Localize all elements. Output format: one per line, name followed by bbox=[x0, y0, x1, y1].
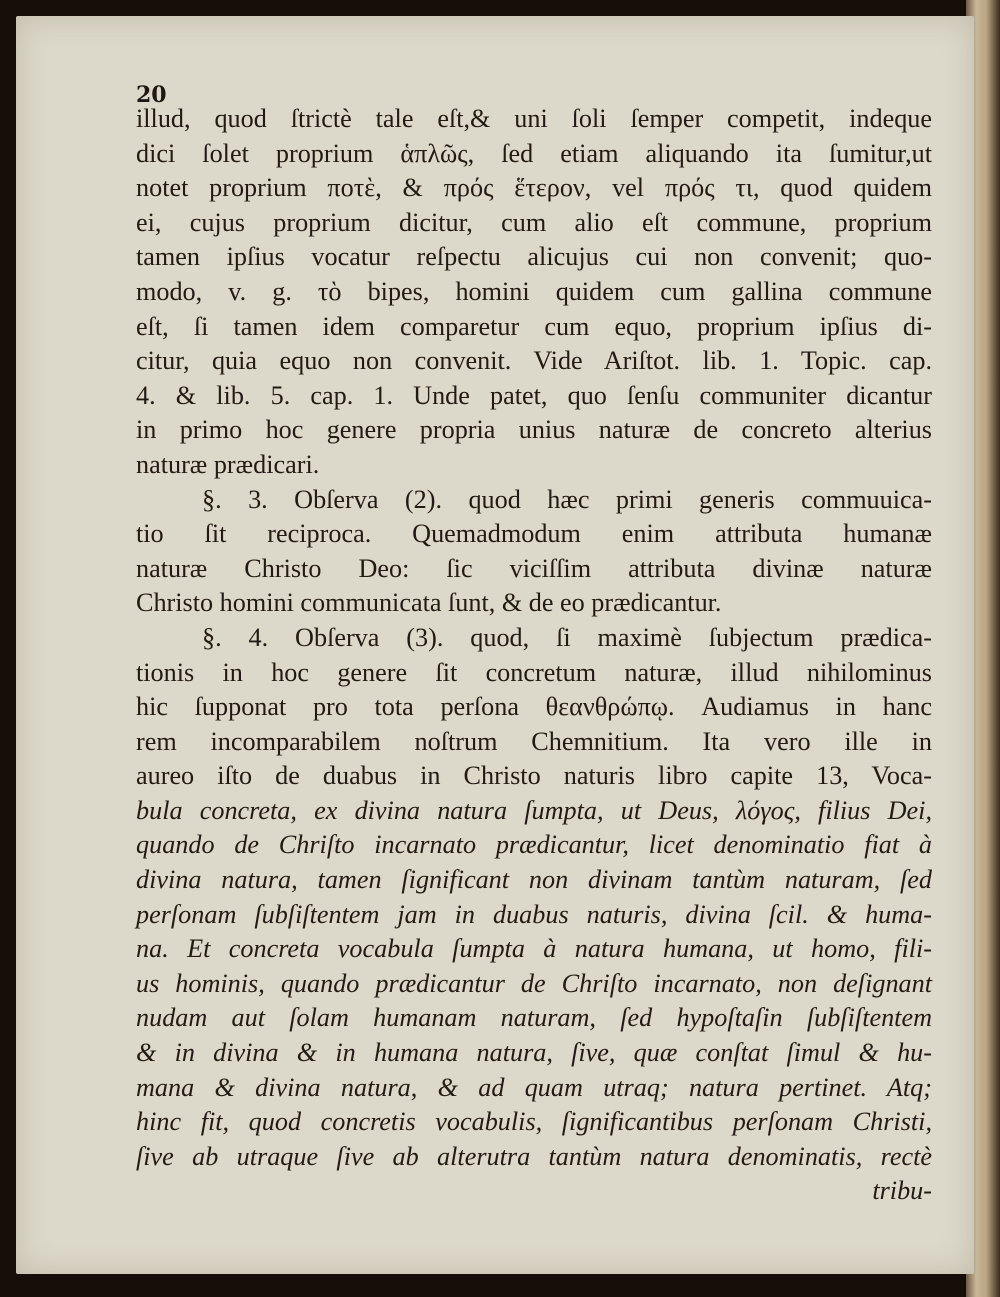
text-line: perſonam ſubſiſtentem jam in duabus naturis, divina ſcil. & huma- bbox=[136, 899, 932, 929]
text-line: modo, v. g. τὸ bipes, homini quidem cum gallina commune bbox=[136, 276, 932, 306]
text-line: nudam aut ſolam humanam naturam, ſed hypoſtaſin ſubſiſtentem bbox=[136, 1003, 932, 1033]
text-line: notet proprium ποτὲ, & πρός ἕτερον, vel πρός τι, quod quidem bbox=[136, 173, 932, 203]
text-line: ei, cujus proprium dicitur, cum alio eſt commune, proprium bbox=[136, 207, 932, 237]
text-line: citur, quia equo non convenit. Vide Ariſtot. lib. 1. Topic. cap. bbox=[136, 346, 932, 376]
text-line: dici ſolet proprium ἁπλῶς, ſed etiam aliquando ita ſumitur,ut bbox=[136, 138, 932, 168]
page-number: 20 bbox=[136, 82, 167, 108]
text-line: eſt, ſi tamen idem comparetur cum equo, proprium ipſius di- bbox=[136, 311, 932, 341]
text-line: §. 4. Obſerva (3). quod, ſi maximè ſubjectum prædica- bbox=[202, 622, 932, 652]
text-line: hic ſupponat pro tota perſona θεανθρώπῳ. Audiamus in hanc bbox=[136, 692, 932, 722]
text-line: us hominis, quando prædicantur de Chriſto incarnato, non deſignant bbox=[136, 968, 932, 998]
catchword: tribu- bbox=[872, 1176, 932, 1206]
text-line: rem incomparabilem noſtrum Chemnitium. Ita vero ille in bbox=[136, 726, 932, 756]
text-line: Christo homini communicata ſunt, & de eo prædicantur. bbox=[136, 588, 722, 618]
text-line: bula concreta, ex divina natura ſumpta, ut Deus, λόγος, filius Dei, bbox=[136, 795, 932, 825]
text-line: tio ſit reciproca. Quemadmodum enim attributa humanæ bbox=[136, 519, 932, 549]
text-line: 4. & lib. 5. cap. 1. Unde patet, quo ſenſu communiter dicantur bbox=[136, 380, 932, 410]
text-line: tionis in hoc genere ſit concretum naturæ, illud nihilominus bbox=[136, 657, 932, 687]
text-line: aureo iſto de duabus in Christo naturis libro capite 13, Voca- bbox=[136, 761, 932, 791]
text-line: in primo hoc genere propria unius naturæ de concreto alterius bbox=[136, 415, 932, 445]
text-line: naturæ prædicari. bbox=[136, 449, 320, 479]
text-line: §. 3. Obſerva (2). quod hæc primi generis commuuica- bbox=[202, 484, 932, 514]
text-line: tamen ipſius vocatur reſpectu alicujus cui non convenit; quo- bbox=[136, 242, 932, 272]
text-line: na. Et concreta vocabula ſumpta à natura humana, ut homo, fili- bbox=[136, 934, 932, 964]
text-line: illud, quod ſtrictè tale eſt,& uni ſoli ſemper competit, indeque bbox=[136, 104, 932, 133]
text-line: & in divina & in humana natura, ſive, quæ conſtat ſimul & hu- bbox=[136, 1038, 932, 1068]
text-line: quando de Chriſto incarnato prædicantur, licet denominatio fiat à bbox=[136, 830, 932, 860]
text-line: naturæ Christo Deo: ſic viciſſim attributa divinæ naturæ bbox=[136, 553, 932, 583]
text-line: hinc fit, quod concretis vocabulis, ſignificantibus perſonam Christi, bbox=[136, 1107, 932, 1137]
text-line: mana & divina natura, & ad quam utraq; natura pertinet. Atq; bbox=[136, 1072, 932, 1102]
text-line: divina natura, tamen ſignificant non divinam tantùm naturam, ſed bbox=[136, 865, 932, 895]
body-text bbox=[136, 102, 932, 1209]
text-line: ſive ab utraque ſive ab alterutra tantùm natura denominatis, rectè bbox=[136, 1141, 932, 1171]
